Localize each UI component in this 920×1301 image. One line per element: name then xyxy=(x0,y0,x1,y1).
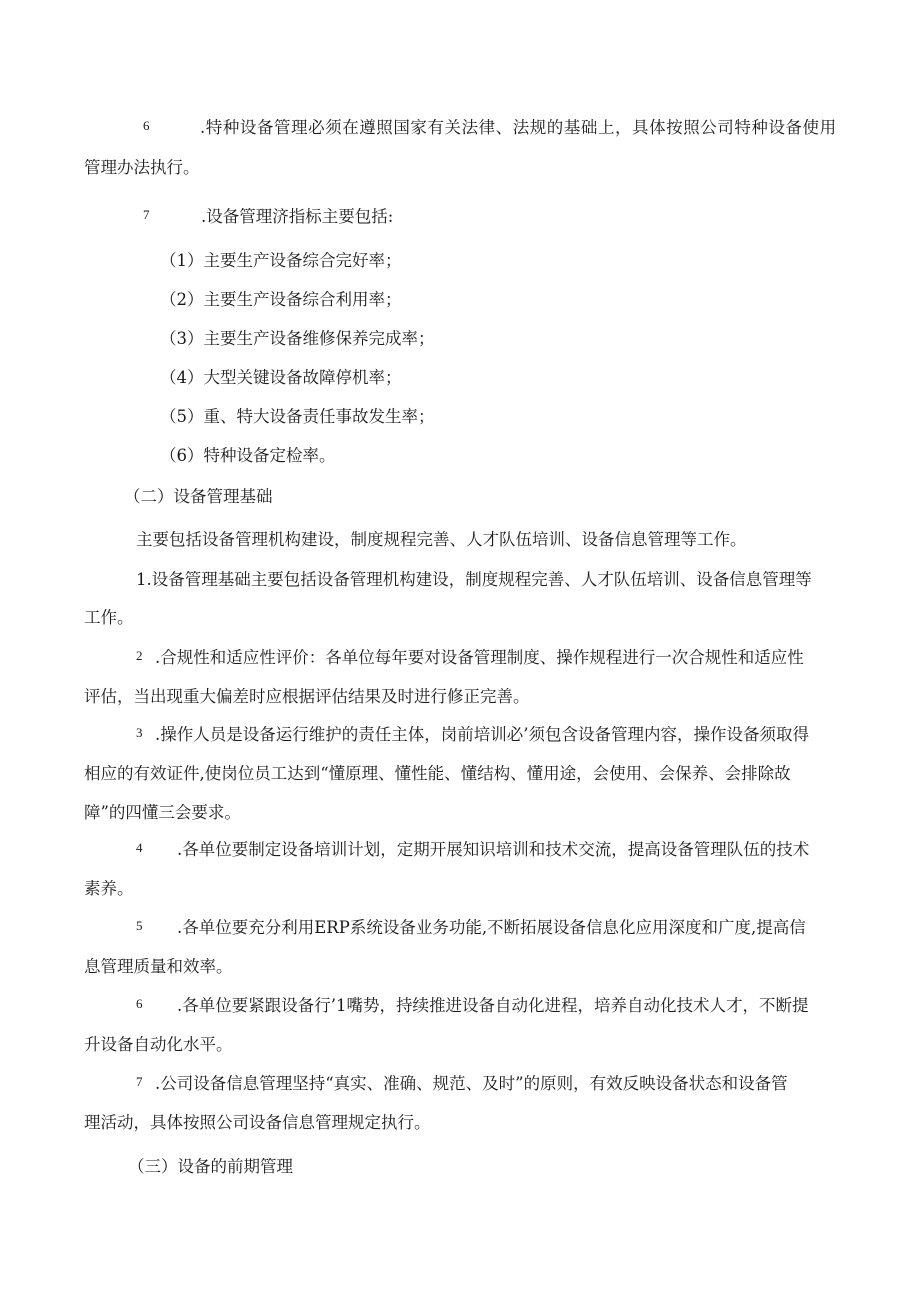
item-3-line-1: .操作人员是设备运行维护的责任主体，岗前培训必’须包含设备管理内容，操作设备须取得 xyxy=(155,725,809,744)
para-6-line-1: .特种设备管理必须在遵照国家有关法律、法规的基础上，具体按照公司特种设备使用 xyxy=(200,118,837,137)
section-heading-3: （三）设备的前期管理 xyxy=(128,1157,293,1176)
item-4-number: 4 xyxy=(136,840,143,855)
item-5-number: 5 xyxy=(136,918,143,933)
item-2-line-1: .合规性和适应性评价：各单位每年要对设备管理制度、操作规程进行一次合规性和适应性 xyxy=(155,648,804,667)
item-4-line-2: 素养。 xyxy=(84,879,134,898)
indicator-item-4: （4）大型关键设备故障停机率； xyxy=(160,368,402,387)
item-7-line-1: .公司设备信息管理坚持“真实、准确、规范、及时”的原则，有效反映设备状态和设备管 xyxy=(155,1074,788,1093)
item-6-line-2: 升设备自动化水平。 xyxy=(84,1035,233,1054)
para-6-line-2: 管理办法执行。 xyxy=(84,158,200,177)
item-6-line-1: .各单位要紧跟设备行’1嘴势，持续推进设备自动化进程，培养自动化技术人才，不断提 xyxy=(177,996,809,1015)
para-6-number: 6 xyxy=(143,118,150,133)
indicator-item-5: （5）重、特大设备责任事故发生率； xyxy=(160,407,435,426)
item-6-number: 6 xyxy=(136,996,143,1011)
item-4-line-1: .各单位要制定设备培训计划，定期开展知识培训和技术交流，提高设备管理队伍的技术 xyxy=(177,840,810,859)
item-2-line-2: 评估，当出现重大偏差时应根据评估结果及时进行修正完善。 xyxy=(84,687,530,706)
item-3-line-2: 相应的有效证件,使岗位员工达到“懂原理、懂性能、懂结构、懂用途，会使用、会保养、会排除故 xyxy=(84,764,791,783)
item-1-line-1: 1.设备管理基础主要包括设备管理机构建设，制度规程完善、人才队伍培训、设备信息管理等 xyxy=(136,570,812,589)
indicator-item-2: （2）主要生产设备综合利用率； xyxy=(160,290,402,309)
section-2-intro: 主要包括设备管理机构建设，制度规程完善、人才队伍培训、设备信息管理等工作。 xyxy=(136,530,747,549)
item-7-number: 7 xyxy=(136,1074,143,1089)
item-3-line-3: 障”的四懂三会要求。 xyxy=(84,803,241,822)
indicator-item-6: （6）特种设备定检率。 xyxy=(160,446,336,465)
item-1-line-2: 工作。 xyxy=(84,608,134,627)
item-5-line-1: .各单位要充分利用ERP系统设备业务功能,不断拓展设备信息化应用深度和广度,提高信 xyxy=(177,918,806,937)
item-7-line-2: 理活动，具体按照公司设备信息管理规定执行。 xyxy=(84,1113,431,1132)
item-3-number: 3 xyxy=(136,725,143,740)
indicator-item-1: （1）主要生产设备综合完好率； xyxy=(160,251,402,270)
item-5-line-2: 息管理质量和效率。 xyxy=(84,957,233,976)
para-7-line-1: .设备管理济指标主要包括: xyxy=(201,207,394,226)
para-7-number: 7 xyxy=(143,207,150,222)
section-heading-2: （二）设备管理基础 xyxy=(124,487,273,506)
indicator-item-3: （3）主要生产设备维修保养完成率； xyxy=(160,329,435,348)
item-2-number: 2 xyxy=(136,648,143,663)
